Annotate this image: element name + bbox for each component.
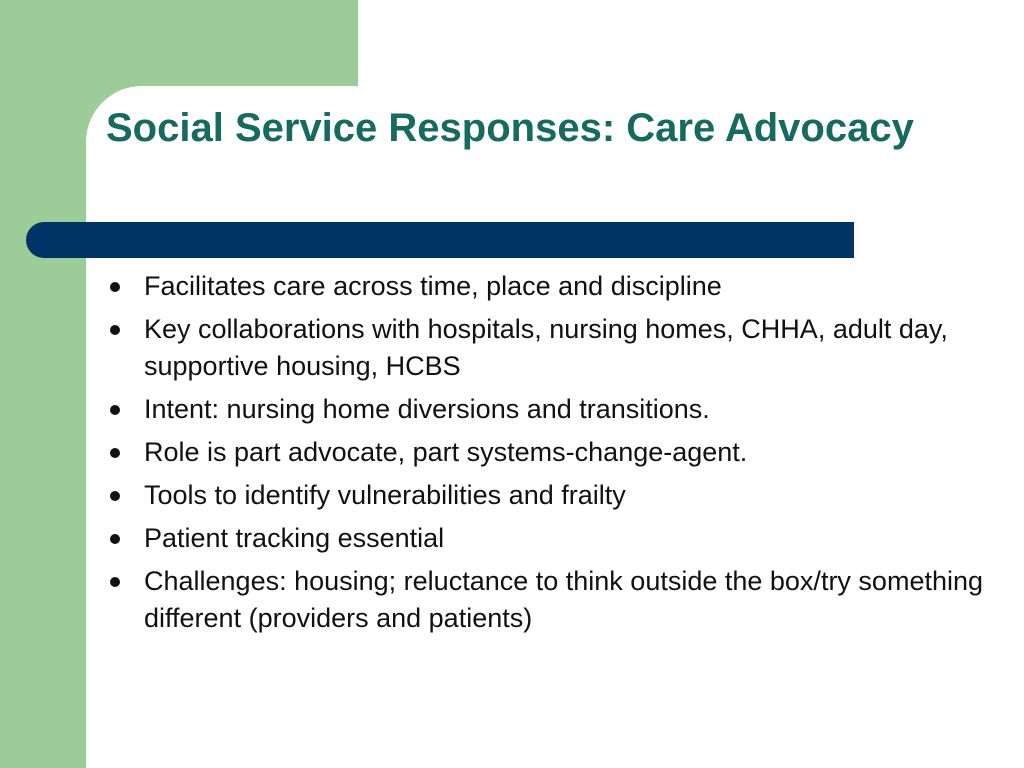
bullet-text: Challenges: housing; reluctance to think outside the box/try something different (providers and patients) (144, 566, 984, 633)
bullet-item (108, 563, 988, 637)
slide-title: Social Service Responses: Care Advocacy (106, 106, 914, 150)
bullet-text: Patient tracking essential (144, 523, 445, 553)
bullet-text: Key collaborations with hospitals, nursing homes, CHHA, adult day, supportive housing, HCBS (144, 314, 948, 381)
bullet-text: Role is part advocate, part systems-change-agent. (144, 437, 748, 467)
bullet-item (108, 434, 988, 471)
bullet-dot-icon (110, 325, 120, 335)
bullet-item (108, 477, 988, 514)
bullet-text: Tools to identify vulnerabilities and frailty (144, 480, 626, 510)
title-underline-bar (26, 222, 854, 258)
bullet-dot-icon (110, 282, 120, 292)
bullet-list (108, 268, 988, 643)
bullet-item (108, 268, 988, 305)
bullet-item (108, 311, 988, 385)
bullet-dot-icon (110, 534, 120, 544)
bullet-dot-icon (110, 577, 120, 587)
bullet-dot-icon (110, 491, 120, 501)
bullet-dot-icon (110, 448, 120, 458)
bullet-text: Intent: nursing home diversions and transitions. (144, 394, 710, 424)
bullet-item (108, 520, 988, 557)
bullet-text: Facilitates care across time, place and discipline (144, 271, 722, 301)
bullet-item (108, 391, 988, 428)
bullet-dot-icon (110, 405, 120, 415)
